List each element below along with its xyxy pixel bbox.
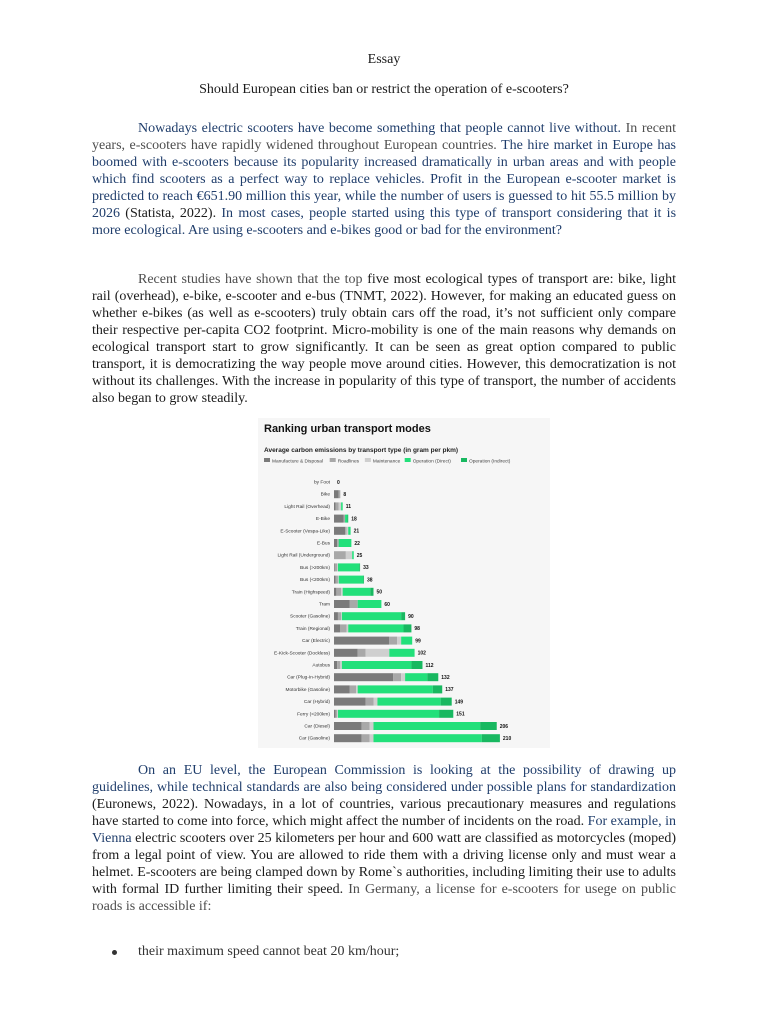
legend-label: Maintenance [372,459,401,465]
value-label: 38 [367,577,373,584]
bar-segment [427,673,438,681]
value-label: 25 [356,553,363,559]
bar-segment [334,551,346,559]
bar-segment [359,563,360,571]
bar-segment [339,576,363,584]
category-label: E-Scooter (Vespa-Like) [280,529,330,535]
bar-segment [401,612,405,620]
value-label: 102 [417,650,426,657]
bar-segment [336,576,338,584]
value-label: 132 [441,675,450,681]
legend-label: Manufacture & Disposal [272,459,323,465]
p3-s3: For example, in Vienna [92,814,677,846]
bar-segment [341,588,343,596]
value-label: 60 [384,601,390,608]
bar-segment [334,612,338,620]
p2-s1: Recent studies have shown that the top [138,272,363,287]
bar-segment [342,661,412,669]
bar-segment [338,563,359,571]
bar-segment [389,649,414,657]
paragraph-studies [92,271,676,407]
legend-swatch [461,458,467,462]
value-label: 21 [353,528,360,535]
bar-segment [337,563,338,571]
p3-s4: electric scooters over 25 kilometers per hour and 600 watt are classified as motorcycles (moped) from a legal point of view. You are allowed to ride them with a driving license only and must wear a helmet. E-scooters are being clamped down by Rome`s authorities, including limiting their use to adults with formal ID further limiting their speed. [92,831,676,897]
bar-segment [334,710,336,718]
bar-segment [334,722,362,730]
bar-segment [397,637,401,645]
bar-segment [341,612,342,620]
list-item [112,944,399,960]
value-label: 210 [502,736,512,742]
p3-s2: (Euronews, 2022). Nowadays, in a lot of countries, various precautionary measures and regulations have started to come into force, which might affect the number of incidents on the road. [92,797,676,829]
bar-segment [334,600,350,608]
category-label: Car (Hybrid) [303,700,330,706]
p1-citation: (Statista, 2022). [125,206,217,221]
value-label: 11 [345,504,351,511]
germany-requirements-list [112,944,399,960]
chart-legend [264,458,511,465]
bar-segment [405,673,427,681]
bar-segment [334,673,393,681]
bar-segment [411,661,422,669]
bar-segment [340,661,342,669]
value-label: 50 [376,589,383,596]
category-label: Train (Regional) [295,626,330,632]
bar-segment [334,490,339,498]
p3-s1: On an EU level, the European Commission is looking at the possibility of drawing up guidelines, while technical standards are also being considered under possible plans for standardization [92,763,676,795]
chart-rows [274,480,511,743]
transport-emissions-chart [258,418,550,748]
legend-swatch [330,458,336,462]
bar-segment [358,649,366,657]
bar-segment [345,527,347,535]
bar-segment [334,649,358,657]
category-label: by Foot [314,480,330,486]
bar-segment [341,502,343,510]
bar-segment [363,576,364,584]
transport-chart-figure [258,418,550,748]
bar-segment [348,527,350,535]
bar-segment [377,698,440,706]
bar-segment [337,710,338,718]
bar-segment [334,502,336,510]
bar-segment [358,600,382,608]
bar-segment [334,661,337,669]
p2-s2: five most ecological types of transport are: bike, light rail (overhead), e-bike, e-scooter and e-bus (TNMT, 2022). However, for making an educated guess on whether e-bikes (as well as e-scooters) truly obtain cars off the road, it’s not sufficient only compare their respective per-capita CO2 footprint. Micro-mobility is one of the main reasons why demands on ecological transport start to grow significantly. It can be seen as great option compared to public transport, it is democratizing the way people move around cities. However, this democratization is not without its challenges. With the increase in popularity of this type of transport, the number of accidents also began to grow steadily. [92,272,677,406]
p1-s4: Profit in the European e-scooter market is predicted to reach €651.90 million this year, while the number of users is guessed to hit 55.5 million by 2026 [92,172,677,221]
p3-s5: In Germany, a license for e-scooters for usege on public roads is accessible if: [92,882,676,914]
value-label: 22 [354,540,360,547]
bar-segment [441,698,452,706]
value-label: 90 [408,614,414,620]
bar-segment [338,576,339,584]
bar-segment [334,576,336,584]
bar-segment [350,685,356,693]
p1-s6: In most cases, people started using this type of transport considering that it is more ecological. Are using e-scooters and e-bikes good or bad for the environment? [92,206,677,238]
bar-segment [366,649,390,657]
value-label: 18 [351,516,357,523]
p1-s2: In recent years, e-scooters have rapidly widened throughout European countries. [92,121,677,153]
value-label: 0 [337,479,340,486]
bullet-dot-icon [112,950,117,955]
legend-label: Roadlines [337,459,360,465]
bar-segment [338,612,341,620]
bar-segment [334,624,340,632]
bar-segment [339,490,341,498]
category-label: Autobus [312,663,330,669]
bar-segment [336,588,341,596]
bar-segment [389,637,397,645]
bar-segment [393,673,401,681]
bar-segment [346,551,352,559]
bar-segment [482,734,500,742]
bar-segment [401,673,405,681]
p1-s1: Nowadays electric scooters have become something that people cannot live without. [138,121,622,136]
value-label: 137 [445,687,454,694]
paragraph-eu-regulation [92,762,676,915]
bar-segment [340,624,346,632]
essay-title: Essay [367,52,401,67]
bar-segment [336,502,339,510]
category-label: Bus (>200km) [300,565,330,571]
bar-segment [352,551,354,559]
legend-label: Operation (Direct) [412,459,451,465]
category-label: Car (Plug-In-Hybrid) [287,675,330,681]
category-label: Light Rail (Overhead) [284,504,330,510]
bar-segment [337,539,339,547]
p1-s3: The hire market in Europe has boomed with e-scooters because its popularity increased dramatically in urban areas and with people which find scooters as a perfect way to replace vehicles. [92,138,677,187]
category-label: Car (Diesel) [304,724,330,730]
bar-segment [404,624,412,632]
bar-segment [345,515,347,523]
value-label: 112 [425,662,434,669]
bar-segment [348,624,403,632]
bar-segment [334,734,362,742]
bar-segment [339,539,352,547]
category-label: Motorbike (Gasoline) [285,687,330,693]
category-label: Bus (<200km) [300,578,330,584]
bar-segment [337,661,340,669]
bar-segment [342,612,401,620]
bar-segment [362,722,370,730]
category-label: E-Bus [316,541,330,547]
bar-segment [334,698,366,706]
bar-segment [439,710,453,718]
value-label: 33 [363,565,369,572]
bar-segment [334,588,336,596]
category-label: Train (Highspeed) [291,590,330,596]
chart-subtitle: Average carbon emissions by transport type (in gram per pkm) [264,447,459,454]
bar-segment [374,722,481,730]
bar-segment [350,600,358,608]
bar-segment [334,637,389,645]
bar-segment [370,734,374,742]
legend-swatch [405,458,411,462]
bar-segment [336,710,338,718]
bar-segment [338,710,439,718]
bar-segment [347,527,349,535]
paragraph-intro [92,120,676,239]
value-label: 151 [456,711,465,718]
value-label: 8 [343,492,347,498]
bar-segment [334,685,350,693]
bar-segment [370,722,374,730]
bar-segment [347,515,348,523]
category-label: Car (Electric) [302,639,330,645]
bar-segment [334,563,335,571]
bar-segment [356,685,358,693]
bar-segment [343,588,371,596]
category-label: E-Bike [315,517,330,523]
value-label: 98 [414,626,420,633]
bar-segment [401,637,412,645]
category-label: Bike [320,492,330,498]
category-label: Ferry (<200km) [297,712,330,718]
bar-segment [370,588,373,596]
value-label: 149 [454,699,464,706]
essay-question: Should European cities ban or restrict the operation of e-scooters? [199,82,569,97]
bar-segment [362,734,370,742]
value-label: 99 [415,638,421,645]
bar-segment [334,527,345,535]
chart-title: Ranking urban transport modes [264,423,431,435]
value-label: 206 [499,723,509,730]
bar-segment [374,734,482,742]
category-label: Scooter (Gasoline) [290,614,330,620]
category-label: Car (Gasoline) [298,736,330,742]
legend-swatch [365,458,371,462]
legend-label: Operation (Indirect) [469,459,511,465]
bar-segment [334,539,337,547]
list-item-text: their maximum speed cannot beat 20 km/hour; [138,944,400,959]
bar-segment [480,722,497,730]
category-label: E-Kick-Scooter (Dockless) [274,651,330,657]
bar-segment [334,515,343,523]
bar-segment [433,685,442,693]
bar-segment [335,563,337,571]
bar-segment [339,502,341,510]
bar-segment [374,698,378,706]
bar-segment [358,685,433,693]
category-label: Light Rail (Underground) [277,553,330,559]
bar-segment [343,515,345,523]
bar-segment [347,624,349,632]
category-label: Tram [318,602,330,608]
bar-segment [366,698,374,706]
legend-swatch [264,458,270,462]
